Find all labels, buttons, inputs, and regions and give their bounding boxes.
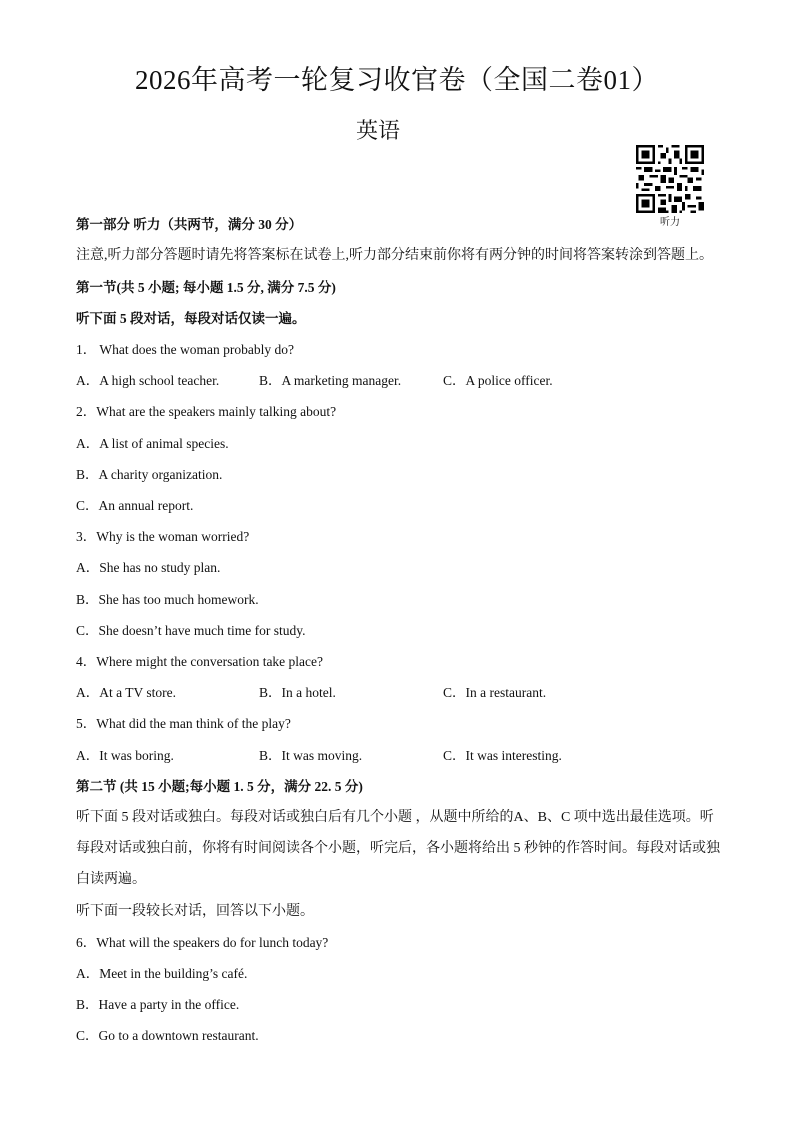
question-3-option-a: A．She has no study plan. — [76, 560, 221, 575]
section2-instruction-line-2: 每段对话或独白前，你将有时间阅读各个小题，听完后，各小题将给出 5 秒钟的作答时间。每段对话或独 — [76, 841, 720, 856]
listening-notice: 注意,听力部分答题时请先将答案标在试卷上,听力部分结束前你将有两分钟的时间将答案转涂到答题上。 — [76, 248, 713, 263]
question-1-stem: 1． What does the woman probably do? — [76, 342, 294, 357]
question-3-stem: 3．Why is the woman worried? — [76, 529, 250, 544]
question-2-option-a: A．A list of animal species. — [76, 436, 229, 451]
question-6-option-a: A．Meet in the building’s café. — [76, 966, 248, 981]
question-1-option-c: C．A police officer. — [443, 373, 553, 388]
question-6-option-b: B．Have a party in the office. — [76, 997, 240, 1012]
question-1-option-b: B．A marketing manager. — [259, 373, 402, 388]
question-5-option-a: A．It was boring. — [76, 748, 174, 763]
question-3-option-c: C．She doesn’t have much time for study. — [76, 623, 306, 638]
long-dialogue-instruction: 听下面一段较长对话，回答以下小题。 — [76, 904, 314, 919]
question-2-option-c: C．An annual report. — [76, 498, 194, 513]
question-2-option-b: B．A charity organization. — [76, 467, 223, 482]
question-6-stem: 6．What will the speakers do for lunch today? — [76, 935, 329, 950]
qr-caption: 听力 — [660, 217, 680, 228]
question-2-stem: 2．What are the speakers mainly talking about? — [76, 404, 337, 419]
part1-heading: 第一部分 听力（共两节，满分 30 分） — [76, 217, 303, 232]
question-4-option-a: A．At a TV store. — [76, 685, 176, 700]
qr-code-icon[interactable] — [636, 145, 704, 213]
question-3-option-b: B．She has too much homework. — [76, 592, 259, 607]
question-4-option-b: B．In a hotel. — [259, 685, 336, 700]
page-title: 2026年高考一轮复习收官卷（全国二卷01） — [135, 65, 659, 95]
section1-instruction: 听下面 5 段对话，每段对话仅读一遍。 — [76, 311, 306, 326]
question-4-stem: 4．Where might the conversation take place? — [76, 654, 324, 669]
section1-heading: 第一节(共 5 小题; 每小题 1.5 分, 满分 7.5 分) — [76, 280, 336, 295]
section2-heading: 第二节 (共 15 小题;每小题 1. 5 分，满分 22. 5 分) — [76, 779, 363, 794]
section2-instruction-line-3: 白读两遍。 — [76, 872, 146, 887]
subject-title: 英语 — [355, 118, 400, 143]
section2-instruction-line-1: 听下面 5 段对话或独白。每段对话或独白后有几个小题 ，从题中所给的A、B、C 项中选出最佳选项。听 — [76, 810, 714, 825]
question-1-option-a: A．A high school teacher. — [76, 373, 220, 388]
question-6-option-c: C．Go to a downtown restaurant. — [76, 1028, 259, 1043]
question-5-option-b: B．It was moving. — [259, 748, 363, 763]
question-5-option-c: C．It was interesting. — [443, 748, 562, 763]
question-4-option-c: C．In a restaurant. — [443, 685, 547, 700]
question-5-stem: 5．What did the man think of the play? — [76, 716, 291, 731]
